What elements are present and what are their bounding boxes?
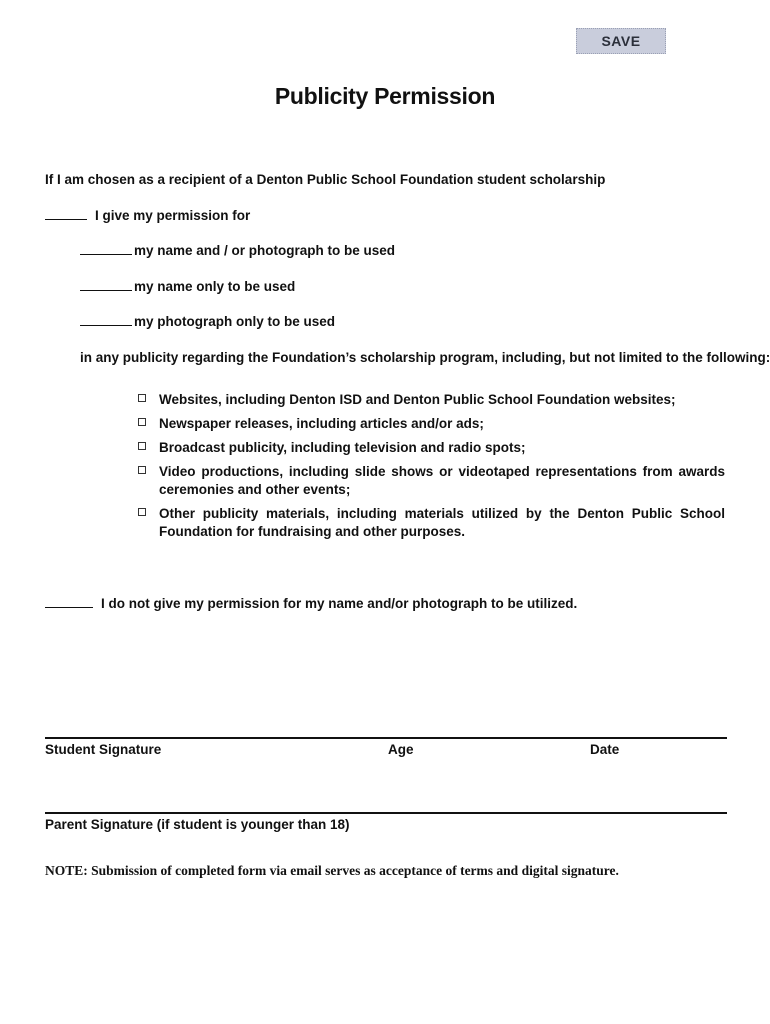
parent-signature-label: Parent Signature (if student is younger than 18) [45, 817, 350, 832]
publicity-scope-text: in any publicity regarding the Foundation’s scholarship program, including, but not limited to the following: [80, 350, 770, 365]
checkbox-icon [138, 508, 146, 516]
bullet-item: Newspaper releases, including articles and/or ads; [159, 416, 484, 431]
option-label: my photograph only to be used [134, 314, 336, 329]
checkbox-icon [138, 466, 146, 474]
page-title: Publicity Permission [274, 83, 496, 109]
checkbox-icon [138, 394, 146, 402]
save-button[interactable]: SAVE [576, 28, 666, 54]
checkbox-icon [138, 418, 146, 426]
option-name-only [80, 278, 295, 296]
option-name-and-photo [80, 242, 395, 260]
date-label: Date [590, 742, 620, 757]
parent-signature-line[interactable] [45, 812, 727, 814]
bullet-item: Broadcast publicity, including television and radio spots; [159, 440, 526, 455]
option-photo-only-blank[interactable] [80, 313, 132, 326]
no-permission-line [45, 595, 577, 613]
student-signature-label: Student Signature [45, 742, 162, 757]
give-permission-text: I give my permission for [95, 208, 251, 223]
student-signature-line[interactable] [45, 737, 727, 739]
bullet-item: Video productions, including slide shows or videotaped representations from awards ceremonies and other events; [159, 464, 725, 497]
age-label: Age [388, 742, 414, 757]
no-permission-blank[interactable] [45, 595, 93, 608]
bullet-item: Other publicity materials, including materials utilized by the Denton Public School Foundation for fundraising and other purposes. [159, 506, 725, 539]
option-name-and-photo-blank[interactable] [80, 242, 132, 255]
option-label: my name only to be used [134, 279, 296, 294]
submission-note: NOTE: Submission of completed form via email serves as acceptance of terms and digital signature. [45, 863, 619, 878]
intro-text: If I am chosen as a recipient of a Denton Public School Foundation student scholarship [45, 172, 606, 187]
give-permission-blank[interactable] [45, 207, 87, 220]
no-permission-text: I do not give my permission for my name and/or photograph to be utilized. [101, 596, 578, 611]
give-permission-line [45, 207, 250, 225]
bullet-item: Websites, including Denton ISD and Denton Public School Foundation websites; [159, 392, 676, 407]
option-photo-only [80, 313, 335, 331]
checkbox-icon [138, 442, 146, 450]
option-name-only-blank[interactable] [80, 278, 132, 291]
option-label: my name and / or photograph to be used [134, 243, 396, 258]
